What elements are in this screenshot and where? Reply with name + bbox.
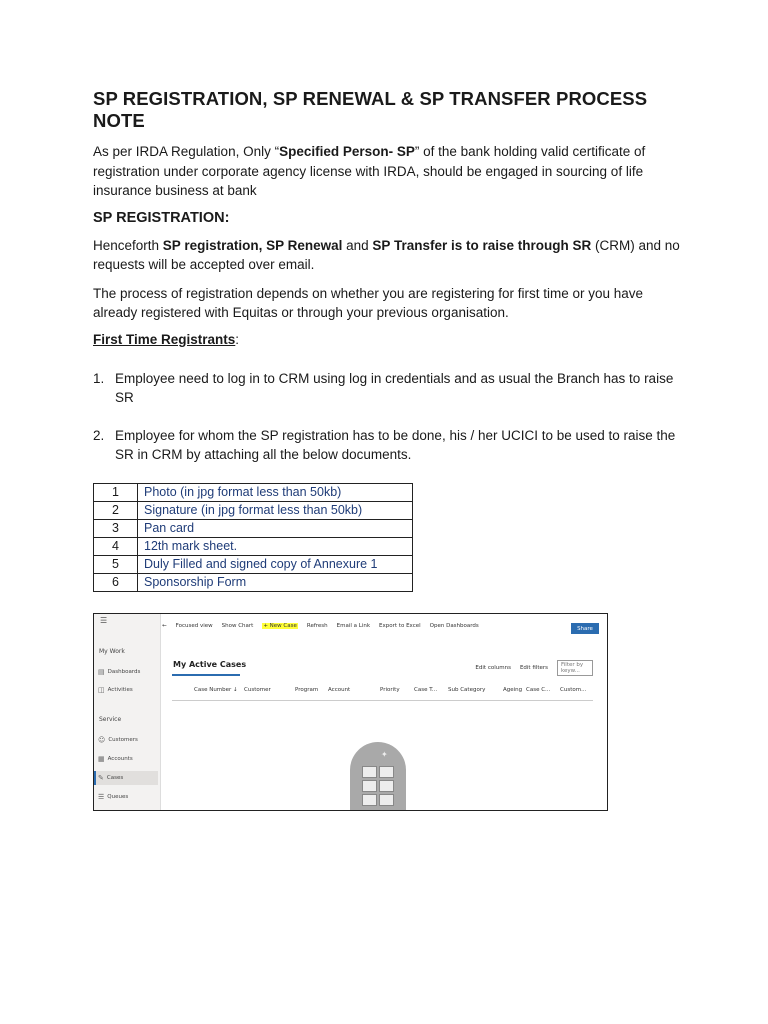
- edit-columns-button[interactable]: Edit columns: [475, 665, 511, 671]
- table-row: 2 Signature (in jpg format less than 50kb): [94, 501, 413, 519]
- process-paragraph: The process of registration depends on whether you are registering for first time or you have already registered with Equitas or through your previous organisation.: [93, 285, 644, 320]
- column-header[interactable]: Ageing: [503, 687, 523, 693]
- column-header[interactable]: Customer: [244, 687, 271, 693]
- grid-header-divider: [172, 700, 593, 701]
- column-header[interactable]: Case Number ↓: [194, 687, 238, 693]
- view-tools: [475, 660, 593, 676]
- sidebar-item-dashboards[interactable]: ▤ Dashboards: [98, 668, 141, 676]
- list-item: 2. Employee for whom the SP registration has to be done, his / her UCICI to be used to raise the SR in CRM by attaching all the below documents.: [93, 427, 676, 462]
- specified-person-term: Specified Person- SP: [279, 144, 415, 159]
- grid-illustration-icon: [362, 766, 394, 806]
- share-button[interactable]: Share: [571, 623, 599, 634]
- column-header[interactable]: Custom...: [560, 687, 587, 693]
- section-heading: SP REGISTRATION:: [93, 209, 230, 226]
- sparkle-icon: ✦: [381, 750, 388, 759]
- steps-list: [93, 369, 683, 465]
- sidebar-item-cases[interactable]: ✎ Cases: [98, 774, 124, 782]
- sidebar-item-customers[interactable]: ☺ Customers: [98, 736, 138, 744]
- filter-input[interactable]: Filter by keyw...: [557, 660, 593, 676]
- dashboard-icon: ▤: [98, 668, 105, 676]
- queue-icon: ☰: [98, 793, 105, 801]
- crm-command-bar: [162, 620, 603, 632]
- sidebar-item-queues[interactable]: ☰ Queues: [98, 793, 129, 801]
- documents-table: [93, 483, 413, 592]
- view-title[interactable]: My Active Cases: [173, 660, 247, 669]
- sidebar-item-activities[interactable]: ◫ Activities: [98, 686, 133, 694]
- first-time-registrants-heading: First Time Registrants:: [93, 331, 240, 347]
- building-icon: ▦: [98, 755, 105, 763]
- menu-icon[interactable]: ☰: [100, 616, 108, 625]
- refresh-button[interactable]: Refresh: [306, 623, 328, 629]
- table-row: 1 Photo (in jpg format less than 50kb): [94, 483, 413, 501]
- person-icon: ☺: [98, 736, 106, 744]
- column-header[interactable]: Case C...: [526, 687, 551, 693]
- column-header[interactable]: Account: [328, 687, 351, 693]
- show-chart-button[interactable]: Show Chart: [221, 623, 254, 629]
- column-header[interactable]: Case T...: [414, 687, 438, 693]
- view-title-underline: [172, 674, 240, 676]
- intro-paragraph: As per IRDA Regulation, Only “Specified Person- SP” of the bank holding valid certificate of registration under corporate agency license with IRDA, should be engaged in sourcing of life insurance business at bank: [93, 144, 646, 198]
- table-row: 4 12th mark sheet.: [94, 537, 413, 555]
- edit-filters-button[interactable]: Edit filters: [519, 665, 548, 671]
- back-button[interactable]: ←: [162, 623, 167, 629]
- sidebar-section-my-work: My Work: [99, 648, 125, 655]
- focused-view-button[interactable]: Focused view: [175, 623, 213, 629]
- crm-sidebar: [94, 614, 161, 810]
- sidebar-item-accounts[interactable]: ▦ Accounts: [98, 755, 133, 763]
- list-item: 1. Employee need to log in to CRM using log in credentials and as usual the Branch has to raise SR: [93, 370, 674, 405]
- sidebar-section-service: Service: [99, 716, 122, 723]
- table-row: 3 Pan card: [94, 519, 413, 537]
- column-header[interactable]: Sub Category: [448, 687, 486, 693]
- table-row: 5 Duly Filled and signed copy of Annexure 1: [94, 555, 413, 573]
- grid-header: [194, 687, 593, 693]
- export-excel-button[interactable]: Export to Excel: [379, 623, 421, 629]
- wrench-icon: ✎: [98, 774, 104, 782]
- henceforth-paragraph: Henceforth SP registration, SP Renewal and SP Transfer is to raise through SR (CRM) and no requests will be accepted over email.: [93, 237, 680, 272]
- column-header[interactable]: Program: [295, 687, 319, 693]
- open-dashboards-button[interactable]: Open Dashboards: [429, 623, 479, 629]
- table-row: 6 Sponsorship Form: [94, 573, 413, 591]
- page-title: SP REGISTRATION, SP RENEWAL & SP TRANSFER PROCESS NOTE: [93, 88, 648, 131]
- column-header[interactable]: Priority: [380, 687, 400, 693]
- crm-screenshot: [93, 613, 608, 811]
- document-page: [93, 88, 683, 592]
- email-link-button[interactable]: Email a Link: [336, 623, 371, 629]
- new-case-button[interactable]: + New Case: [263, 623, 297, 629]
- clipboard-icon: ◫: [98, 686, 105, 694]
